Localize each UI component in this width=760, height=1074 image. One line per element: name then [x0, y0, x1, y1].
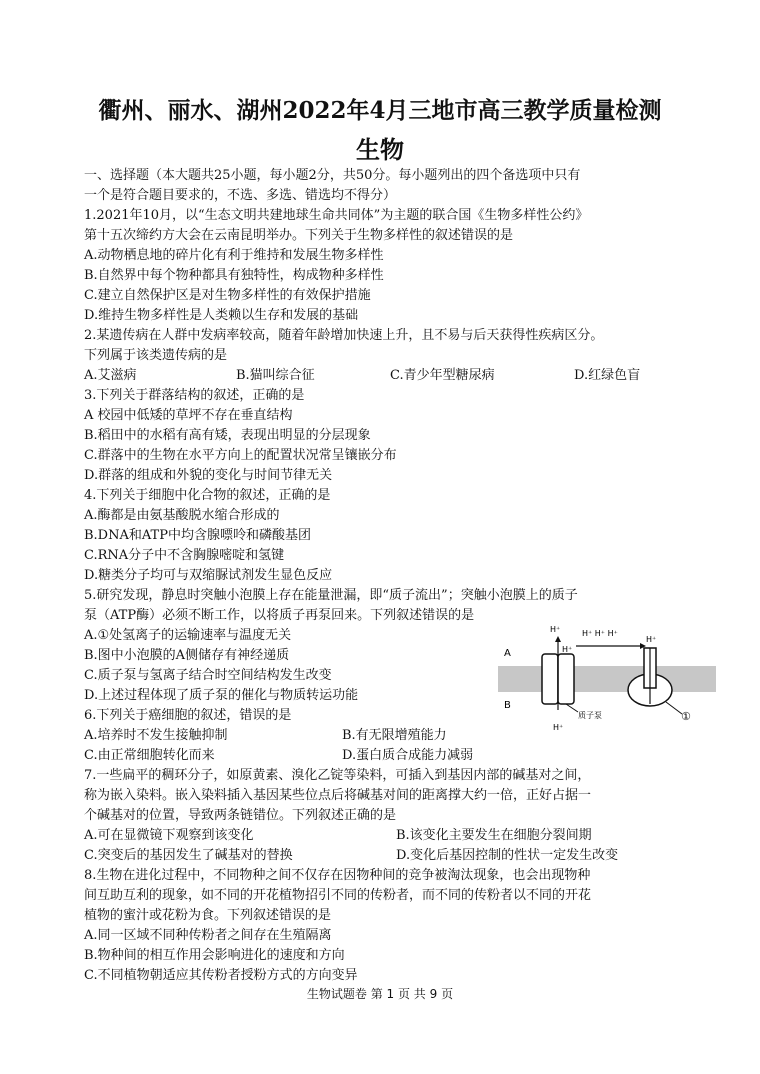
question-stem: 间互助互利的现象，如不同的开花植物招引不同的传粉者，而不同的传粉者以不同的开花 — [84, 888, 592, 903]
question-stem: 泵（ATP酶）必须不断工作，以将质子再泵回来。下列叙述错误的是 — [84, 608, 475, 623]
option-b: B.物种间的相互作用会影响进化的速度和方向 — [84, 948, 345, 963]
option-d: D.糖类分子均可与双缩脲试剂发生显色反应 — [84, 568, 333, 583]
question-stem: 8.生物在进化过程中，不同物种之间不仅存在因物种间的竞争被淘汰现象，也会出现物种 — [84, 868, 591, 883]
option-a: A.艾滋病 — [84, 368, 137, 383]
section-header-line: 一、选择题（本大题共25小题，每小题2分，共50分。每小题列出的四个备选项中只有 — [84, 168, 581, 183]
question-stem: 7.一些扁平的稠环分子，如原黄素、溴化乙锭等染料，可插入到基因内部的碱基对之间， — [84, 768, 591, 783]
option-c: C.由正常细胞转化而来 — [84, 748, 215, 763]
option-b: B.稻田中的水稻有高有矮，表现出明显的分层现象 — [84, 428, 371, 443]
option-c: C.不同植物朝适应其传粉者授粉方式的方向变异 — [84, 968, 358, 983]
question-stem: 6.下列关于癌细胞的叙述，错误的是 — [84, 708, 292, 723]
option-a: A.同一区域不同种传粉者之间存在生殖隔离 — [84, 928, 332, 943]
option-c: C.RNA分子中不含胸腺嘧啶和氢键 — [84, 548, 285, 563]
question-stem: 个碱基对的位置，导致两条链错位。下列叙述正确的是 — [84, 808, 397, 823]
option-a: A 校园中低矮的草坪不存在垂直结构 — [84, 408, 293, 423]
option-b: B.猫叫综合征 — [236, 368, 315, 383]
option-a: A.酶都是由氨基酸脱水缩合形成的 — [84, 508, 280, 523]
option-b: B.该变化主要发生在细胞分裂间期 — [396, 828, 592, 843]
option-c: C.突变后的基因发生了碱基对的替换 — [84, 848, 293, 863]
exam-title: 衢州、丽水、湖州2022年4月三地市高三教学质量检测 — [98, 97, 662, 124]
question-stem: 称为嵌入染料。嵌入染料插入基因某些位点后将碱基对间的距离撑大约一倍，正好占据一 — [84, 788, 592, 803]
proton-pump-label: 质子泵 — [578, 711, 602, 720]
subject-title: 生物 — [356, 135, 404, 164]
option-b: B.有无限增殖能力 — [342, 728, 447, 743]
option-c: C.群落中的生物在水平方向上的配置状况常呈镶嵌分布 — [84, 448, 397, 463]
option-c: C.建立自然保护区是对生物多样性的有效保护措施 — [84, 288, 371, 303]
option-c: C.质子泵与氢离子结合时空间结构发生改变 — [84, 668, 332, 683]
option-d: D.上述过程体现了质子泵的催化与物质转运功能 — [84, 688, 359, 703]
option-a: A.培养时不发生接触抑制 — [84, 728, 228, 743]
question-stem: 1.2021年10月，以“生态文明共建地球生命共同体”为主题的联合国《生物多样性公约》 — [84, 208, 589, 223]
h-ion-flow: H⁺ H⁺ H⁺ — [582, 629, 618, 638]
question-stem: 第十五次缔约方大会在云南昆明举办。下列关于生物多样性的叙述错误的是 — [84, 228, 514, 243]
option-a: A.可在显微镜下观察到该变化 — [84, 828, 254, 843]
question-stem: 4.下列关于细胞中化合物的叙述，正确的是 — [84, 488, 331, 503]
option-d: D.维持生物多样性是人类赖以生存和发展的基础 — [84, 308, 359, 323]
h-ion-right: H⁺ — [646, 635, 657, 644]
proton-pump-figure — [496, 618, 718, 738]
arrow-head — [555, 636, 561, 642]
option-b: B.图中小泡膜的A侧储存有神经递质 — [84, 648, 290, 663]
option-a: A.动物栖息地的碎片化有利于维持和发展生物多样性 — [84, 248, 384, 263]
option-b: B.自然界中每个物种都具有独特性，构成物种多样性 — [84, 268, 384, 283]
page-footer: 生物试题卷 第 1 页 共 9 页 — [306, 987, 454, 1001]
question-stem: 2.某遗传病在人群中发病率较高，随着年龄增加快速上升，且不易与后天获得性疾病区分。 — [84, 328, 604, 343]
h-ion-inner: H⁺ — [562, 645, 573, 654]
leader-line — [666, 702, 682, 714]
section-header-line: 一个是符合题目要求的，不选、多选、错选均不得分） — [84, 188, 397, 203]
membrane-band — [498, 666, 716, 692]
option-d: D.蛋白质合成能力减弱 — [342, 748, 474, 763]
proton-pump-left — [542, 654, 558, 704]
option-d: D.红绿色盲 — [574, 368, 641, 383]
h-ion-bottom: H⁺ — [553, 723, 564, 732]
leader-line — [566, 704, 578, 712]
label-circle-1: ① — [681, 710, 691, 723]
question-stem: 5.研究发现，静息时突触小泡膜上存在能量泄漏，即“质子流出”；突触小泡膜上的质子 — [84, 588, 578, 603]
question-stem: 植物的蜜汁或花粉为食。下列叙述错误的是 — [84, 908, 332, 923]
side-a-label: A — [504, 648, 511, 659]
option-d: D.群落的组成和外貌的变化与时间节律无关 — [84, 468, 333, 483]
option-a: A.①处氢离子的运输速率与温度无关 — [84, 628, 292, 643]
h-ion-top-left: H⁺ — [550, 625, 561, 634]
option-b: B.DNA和ATP中均含腺嘌呤和磷酸基团 — [84, 528, 311, 543]
option-d: D.变化后基因控制的性状一定发生改变 — [396, 848, 619, 863]
proton-pump-right — [558, 654, 574, 704]
side-b-label: B — [504, 700, 511, 711]
option-c: C.青少年型糖尿病 — [390, 368, 495, 383]
question-stem: 下列属于该类遗传病的是 — [84, 348, 228, 363]
question-stem: 3.下列关于群落结构的叙述，正确的是 — [84, 388, 305, 403]
